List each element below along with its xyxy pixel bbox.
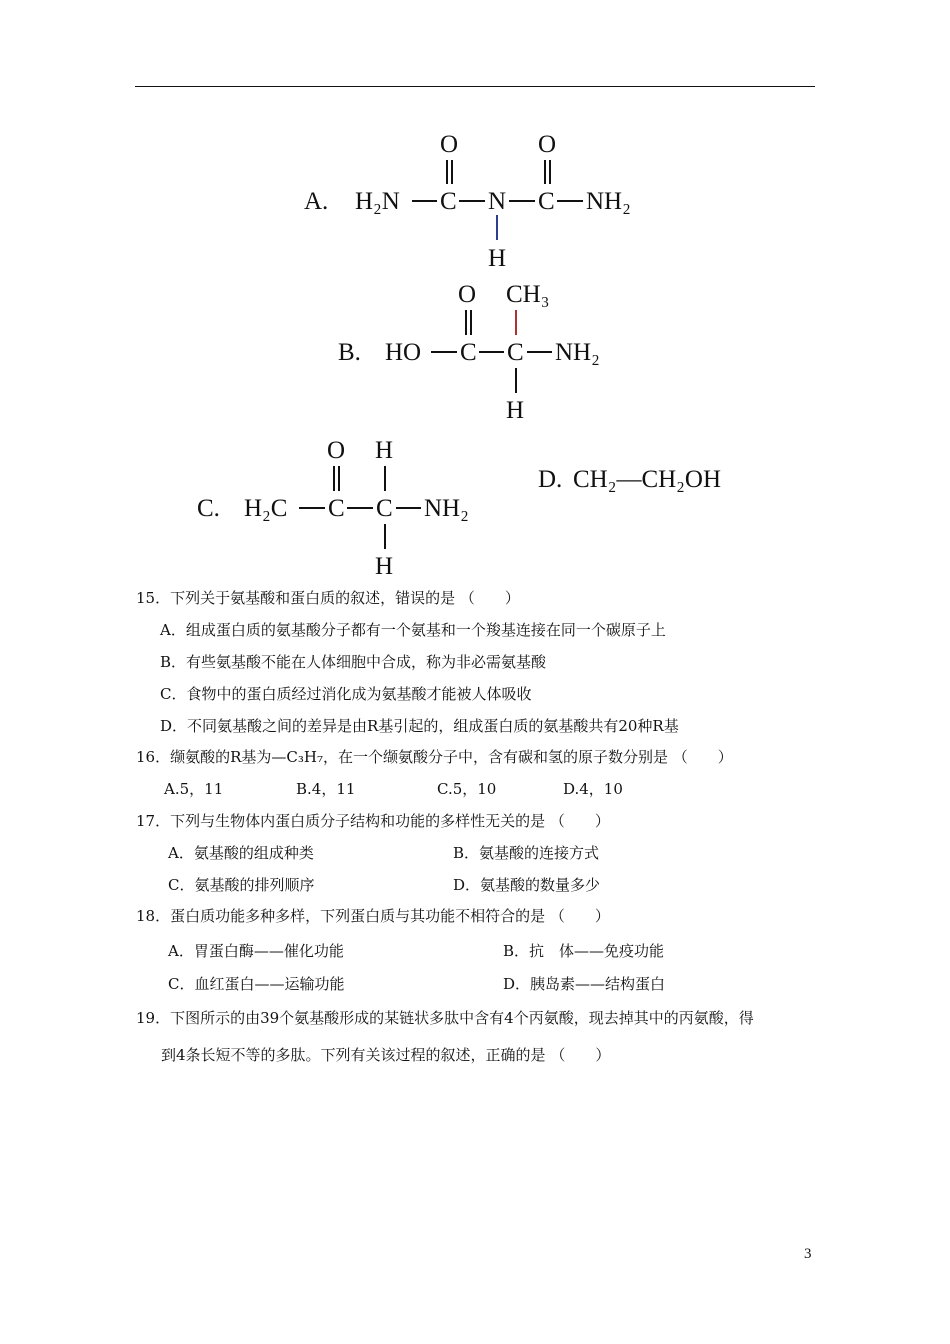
option-b-label: B. xyxy=(338,339,361,366)
question-18-option-c: C．血红蛋白——运输功能 xyxy=(168,975,345,993)
option-a-carbon-2: C xyxy=(538,188,555,215)
option-d-label: D. xyxy=(538,466,563,493)
option-a-oxygen-1: O xyxy=(440,131,459,158)
option-d-structure xyxy=(538,466,721,493)
option-b-hydrogen: H xyxy=(506,397,525,424)
option-b-carbon-1: C xyxy=(460,339,477,366)
option-c-nh2: NH₂ xyxy=(424,495,469,522)
question-18-option-d: D．胰岛素——结构蛋白 xyxy=(503,975,666,993)
option-a-h2n: H₂N xyxy=(355,188,400,215)
question-18-option-b: B．抗 体——免疫功能 xyxy=(503,942,665,960)
option-c-h2c: H₂C xyxy=(244,495,288,522)
question-16-option-c: C.5，10 xyxy=(437,780,497,798)
option-a-carbon-1: C xyxy=(440,188,457,215)
option-a-hydrogen: H xyxy=(488,245,507,272)
option-d-formula: CH₂—CH₂OH xyxy=(573,466,721,493)
option-a-structure xyxy=(304,131,631,272)
option-b-nh2: NH₂ xyxy=(555,339,600,366)
question-17-stem: 17．下列与生物体内蛋白质分子结构和功能的多样性无关的是 （ ） xyxy=(136,812,610,830)
question-15-option-b: B．有些氨基酸不能在人体细胞中合成，称为非必需氨基酸 xyxy=(160,653,547,671)
option-b-ch3: CH₃ xyxy=(506,281,550,308)
question-16-stem: 16．缬氨酸的R基为—C₃H₇，在一个缬氨酸分子中，含有碳和氢的原子数分别是 （ ） xyxy=(136,748,733,766)
question-15-option-c: C．食物中的蛋白质经过消化成为氨基酸才能被人体吸收 xyxy=(160,685,532,703)
option-a-nitrogen: N xyxy=(488,188,507,215)
option-a-nh2: NH₂ xyxy=(586,188,631,215)
question-16-option-a: A.5，11 xyxy=(164,780,224,798)
question-16-option-d: D.4，10 xyxy=(563,780,623,798)
page-number: 3 xyxy=(804,1246,812,1262)
question-16-option-b: B.4，11 xyxy=(296,780,356,798)
question-17-option-b: B．氨基酸的连接方式 xyxy=(453,844,600,862)
option-c-carbon-2: C xyxy=(376,495,393,522)
question-18-stem: 18．蛋白质功能多种多样，下列蛋白质与其功能不相符合的是 （ ） xyxy=(136,907,610,925)
option-c-label: C. xyxy=(197,495,220,522)
option-b-ho: HO xyxy=(385,339,422,366)
question-15-stem: 15．下列关于氨基酸和蛋白质的叙述，错误的是 （ ） xyxy=(136,589,520,607)
question-17-option-c: C．氨基酸的排列顺序 xyxy=(168,876,315,894)
question-15-option-d: D．不同氨基酸之间的差异是由R基引起的，组成蛋白质的氨基酸共有20种R基 xyxy=(160,717,679,735)
option-c-carbon-1: C xyxy=(328,495,345,522)
option-c-structure xyxy=(197,437,469,580)
structural-formula-options xyxy=(0,0,950,600)
option-c-oxygen: O xyxy=(327,437,346,464)
option-c-hydrogen-top: H xyxy=(375,437,394,464)
question-19-line-1: 19．下图所示的由39个氨基酸形成的某链状多肽中含有4个丙氨酸，现去掉其中的丙氨酸，得 xyxy=(136,1009,754,1027)
question-15-option-a: A．组成蛋白质的氨基酸分子都有一个氨基和一个羧基连接在同一个碳原子上 xyxy=(160,621,666,639)
question-17-option-a: A．氨基酸的组成种类 xyxy=(168,844,314,862)
option-b-oxygen: O xyxy=(458,281,477,308)
question-18-option-a: A．胃蛋白酶——催化功能 xyxy=(168,942,344,960)
option-b-structure xyxy=(338,281,600,424)
question-19-line-2: 到4条长短不等的多肽。下列有关该过程的叙述，正确的是 （ ） xyxy=(161,1046,611,1064)
option-c-hydrogen-bottom: H xyxy=(375,553,394,580)
option-a-label: A. xyxy=(304,188,329,215)
question-17-option-d: D．氨基酸的数量多少 xyxy=(453,876,601,894)
option-a-oxygen-2: O xyxy=(538,131,557,158)
option-b-carbon-2: C xyxy=(507,339,524,366)
